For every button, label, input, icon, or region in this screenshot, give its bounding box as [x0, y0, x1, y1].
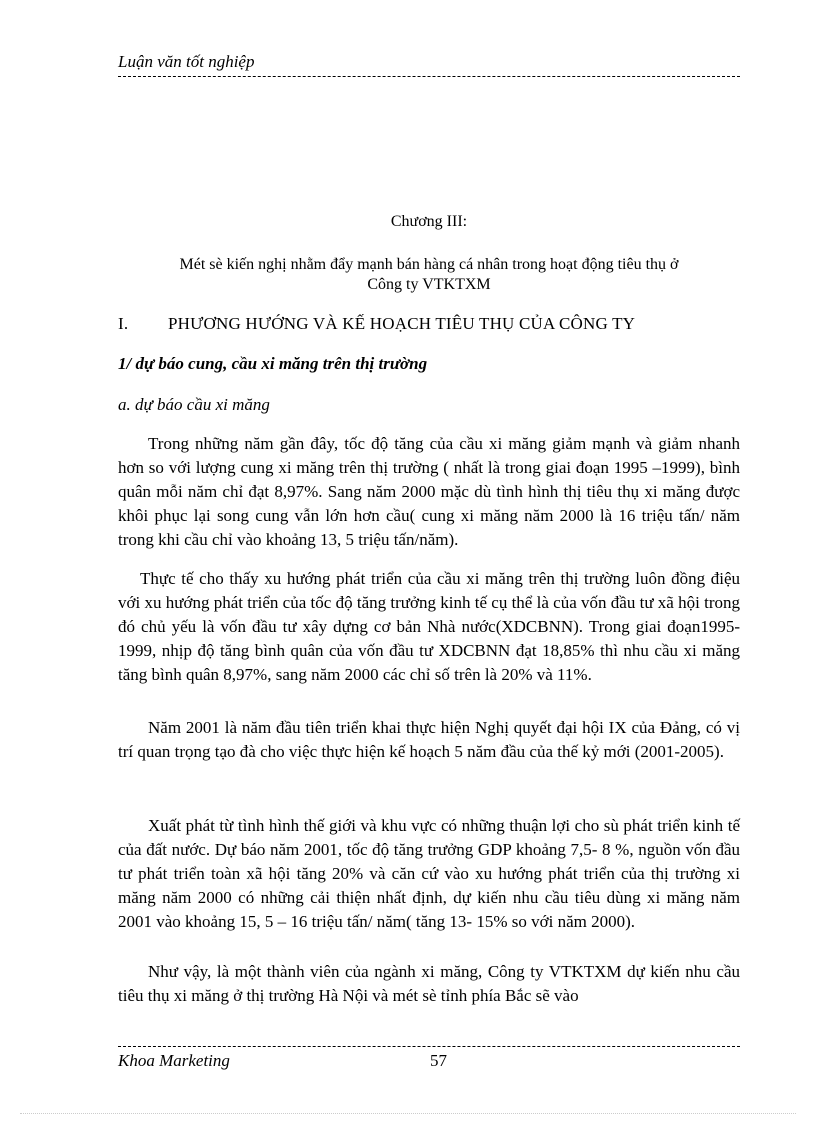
- paragraph-1: Trong những năm gần đây, tốc độ tăng của cầu xi măng giảm mạnh và giảm nhanh hơn so với lượng cung xi măng trên thị trường ( nhất là trong giai đoạn 1995 –1999), bình quân mỗi năm chỉ đạt 8,97%. Sang năm 2000 mặc dù tình hình thị tiêu thụ xi măng được khôi phục lại song cung vẫn lớn hơn cầu( cung xi măng năm 2000 là 16 triệu tấn/ năm trong khi cầu chỉ vào khoảng 13, 5 triệu tấn/năm).: [118, 434, 740, 549]
- header-title: Luận văn tốt nghiệp: [118, 52, 255, 71]
- section-heading: [118, 314, 740, 334]
- paragraph-3: Năm 2001 là năm đầu tiên triển khai thực hiện Nghị quyết đại hội IX của Đảng, có vị trí quan trọng tạo đà cho việc thực hiện kế hoạch 5 năm đầu của thế kỷ mới (2001-2005).: [118, 718, 740, 761]
- footer-department: Khoa Marketing: [118, 1051, 230, 1070]
- paragraph-2: Thực tế cho thấy xu hướng phát triển của cầu xi măng trên thị trường luôn đồng điệu với xu hướng phát triển của tốc độ tăng trưởng kinh tế cụ thể là của vốn đầu tư xã hội trong đó chủ yếu là vốn đầu tư xây dựng cơ bản Nhà nước(XDCBNN). Trong giai đoạn1995- 1999, nhịp độ tăng bình quân của vốn đầu tư XDCBNN đạt 18,85% thì nhu cầu xi măng tăng bình quân 8,97%, sang năm 2000 các chỉ số trên là 20% và 11%.: [118, 569, 740, 684]
- paragraph-5: Như vậy, là một thành viên của ngành xi măng, Công ty VTKTXM dự kiến nhu cầu tiêu thụ xi măng ở thị trường Hà Nội và mét sè tỉnh phía Bắc sẽ vào: [118, 962, 740, 1005]
- chapter-subtitle: [118, 255, 740, 295]
- page-footer: [118, 1046, 740, 1075]
- section-title: PHƯƠNG HƯỚNG VÀ KẾ HOẠCH TIÊU THỤ CỦA CÔNG TY: [168, 314, 636, 333]
- chapter-title: Chương III:: [390, 213, 468, 230]
- chapter-subtitle-line-1: Mét sè kiến nghị nhằm đẩy mạnh bán hàng cá nhân trong hoạt động tiêu thụ ở: [179, 256, 679, 273]
- subsubsection-heading: a. dự báo cầu xi măng: [118, 395, 270, 414]
- section-number: I.: [118, 314, 129, 333]
- page-number: 57: [430, 1051, 447, 1070]
- subsection-heading: 1/ dự báo cung, cầu xi măng trên thị trường: [118, 354, 428, 373]
- page-bottom-edge: [20, 1113, 796, 1114]
- paragraph-4: Xuất phát từ tình hình thế giới và khu vực có những thuận lợi cho sù phát triển kinh tế của đất nước. Dự báo năm 2001, tốc độ tăng trưởng GDP khoảng 7,5- 8 %, nguồn vốn đầu tư phát triển toàn xã hội tăng 20% và căn cứ vào xu hướng phát triển của thị trường xi măng năm 2000 có những cải thiện nhất định, dự kiến nhu cầu tiêu dùng xi măng năm 2001 vào khoảng 15, 5 – 16 triệu tấn/ năm( tăng 13- 15% so với năm 2000).: [118, 816, 740, 931]
- chapter-subtitle-line-2: Công ty VTKTXM: [367, 276, 491, 293]
- page-header: [118, 50, 740, 77]
